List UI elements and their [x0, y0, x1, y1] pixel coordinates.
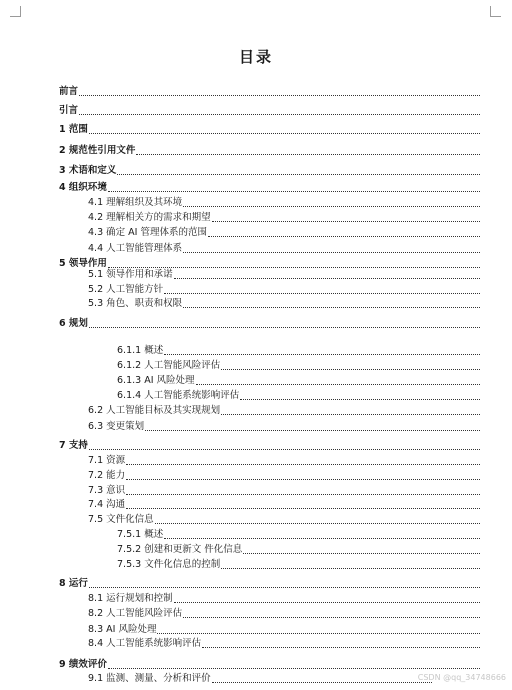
toc-entry-1[interactable]: 1 范围 — [59, 124, 480, 136]
toc-entry-6-3[interactable]: 6.3 变更策划 — [88, 421, 480, 433]
page-corner-mark-right — [490, 6, 501, 17]
page-corner-mark-left — [10, 6, 21, 17]
toc-entry-8-4[interactable]: 8.4 人工智能系统影响评估 — [88, 638, 480, 650]
toc-entry-8-1[interactable]: 8.1 运行规划和控制 — [88, 593, 480, 605]
toc-entry-7-5-3[interactable]: 7.5.3 文件化信息的控制 — [117, 559, 480, 571]
page-title: 目录 — [238, 48, 273, 66]
toc-entry-6-1-4[interactable]: 6.1.4 人工智能系统影响评估 — [117, 390, 480, 402]
toc-entry-4-3[interactable]: 4.3 确定 AI 管理体系的范围 — [88, 227, 480, 239]
toc-entry-6-1-2[interactable]: 6.1.2 人工智能风险评估 — [117, 360, 480, 372]
toc-entry-7-1[interactable]: 7.1 资源 — [88, 455, 480, 467]
toc-entry-7-4[interactable]: 7.4 沟通 — [88, 499, 480, 511]
toc-entry-4-4[interactable]: 4.4 人工智能管理体系 — [88, 243, 480, 255]
toc-entry-7-5[interactable]: 7.5 文件化信息 — [88, 514, 480, 526]
toc-entry-4[interactable]: 4 组织环境 — [59, 182, 480, 194]
watermark: CSDN @qq_34748666 — [417, 673, 506, 682]
toc-entry-8-3[interactable]: 8.3 AI 风险处理 — [88, 624, 480, 636]
toc-entry-8-2[interactable]: 8.2 人工智能风险评估 — [88, 608, 480, 620]
toc-entry-6-1-1[interactable]: 6.1.1 概述 — [117, 345, 480, 357]
toc-entry-foreword[interactable]: 前言 — [59, 86, 480, 98]
toc-entry-7-5-1[interactable]: 7.5.1 概述 — [117, 529, 480, 541]
toc-entry-7-3[interactable]: 7.3 意识 — [88, 485, 480, 497]
toc-entry-4-2[interactable]: 4.2 理解相关方的需求和期望 — [88, 212, 480, 224]
toc-entry-6-2[interactable]: 6.2 人工智能目标及其实现规划 — [88, 405, 480, 417]
toc-entry-2[interactable]: 2 规范性引用文件 — [59, 145, 480, 157]
toc-entry-4-1[interactable]: 4.1 理解组织及其环境 — [88, 197, 480, 209]
toc-entry-7-5-2[interactable]: 7.5.2 创建和更新文 件化信息 — [117, 544, 480, 556]
toc-entry-introduction[interactable]: 引言 — [59, 105, 480, 117]
toc-entry-5-3[interactable]: 5.3 角色、职责和权限 — [88, 298, 480, 310]
toc-entry-5-1[interactable]: 5.1 领导作用和承诺 — [88, 269, 480, 281]
toc-entry-5[interactable]: 5 领导作用 — [59, 258, 480, 270]
toc-entry-8[interactable]: 8 运行 — [59, 578, 480, 590]
toc-entry-9-1[interactable]: 9.1 监测、测量、分析和评价 — [88, 673, 432, 685]
toc-entry-6[interactable]: 6 规划 — [59, 318, 480, 330]
toc-entry-7[interactable]: 7 支持 — [59, 440, 480, 452]
toc-entry-9[interactable]: 9 绩效评价 — [59, 659, 480, 671]
toc-entry-5-2[interactable]: 5.2 人工智能方针 — [88, 284, 480, 296]
toc-entry-3[interactable]: 3 术语和定义 — [59, 165, 480, 177]
toc-entry-6-1-3[interactable]: 6.1.3 AI 风险处理 — [117, 375, 480, 387]
toc-entry-7-2[interactable]: 7.2 能力 — [88, 470, 480, 482]
